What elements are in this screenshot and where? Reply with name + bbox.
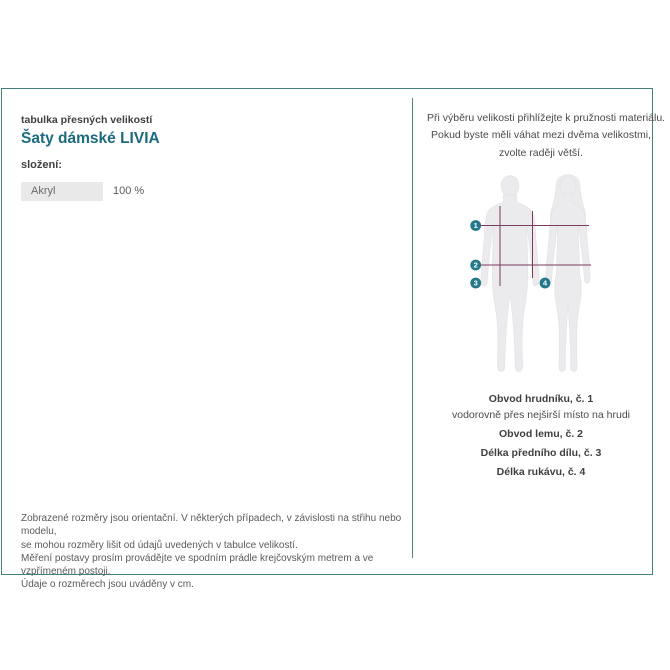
measurement-legend (413, 391, 655, 480)
disclaimer-line: Zobrazené rozměry jsou orientační. V některých případech, v závislosti na střihu nebo modelu, (21, 513, 402, 538)
advice-line: Pokud byste měli váhat mezi dvěma velikostmi, (430, 129, 651, 142)
column-divider (412, 98, 413, 558)
measurement-label-4: Délka rukávu, č. 4 (496, 466, 586, 478)
marker-1-number: 1 (473, 221, 478, 231)
measurement-diagram (465, 170, 605, 378)
product-title: Šaty dámské LIVIA (21, 130, 160, 147)
male-silhouette (481, 176, 539, 372)
marker-4-number: 4 (542, 278, 548, 288)
marker-3-number: 3 (473, 278, 478, 288)
size-advice-text (413, 110, 666, 162)
disclaimer-line: se mohou rozměry lišit od údajů uvedených v tabulce velikostí. (21, 539, 298, 551)
marker-2-number: 2 (473, 260, 478, 270)
table-eyebrow-label: tabulka přesných velikostí (21, 114, 153, 126)
measurement-note-1: vodorovně přes nejširší místo na hrudi (451, 409, 630, 421)
material-percent: 100 % (113, 185, 145, 197)
advice-line: Při výběru velikosti přihlížejte k pružnosti materiálu. (427, 112, 666, 124)
material-name-cell: Akryl (21, 182, 103, 201)
disclaimer-text (21, 512, 421, 592)
disclaimer-line: Údaje o rozměrech jsou uváděny v cm. (21, 579, 194, 591)
advice-line: zvolte raději větší. (498, 146, 584, 159)
female-silhouette (546, 175, 590, 372)
measurement-label-3: Délka předního dílu, č. 3 (480, 447, 602, 459)
measurement-label-1: Obvod hrudníku, č. 1 (488, 393, 594, 405)
composition-label: složení: (21, 159, 62, 171)
disclaimer-line: Měření postavy prosím provádějte ve spodním prádle krejčovským metrem a ve vzpřímeném postoji. (21, 552, 374, 578)
measurement-label-2: Obvod lemu, č. 2 (498, 428, 584, 440)
